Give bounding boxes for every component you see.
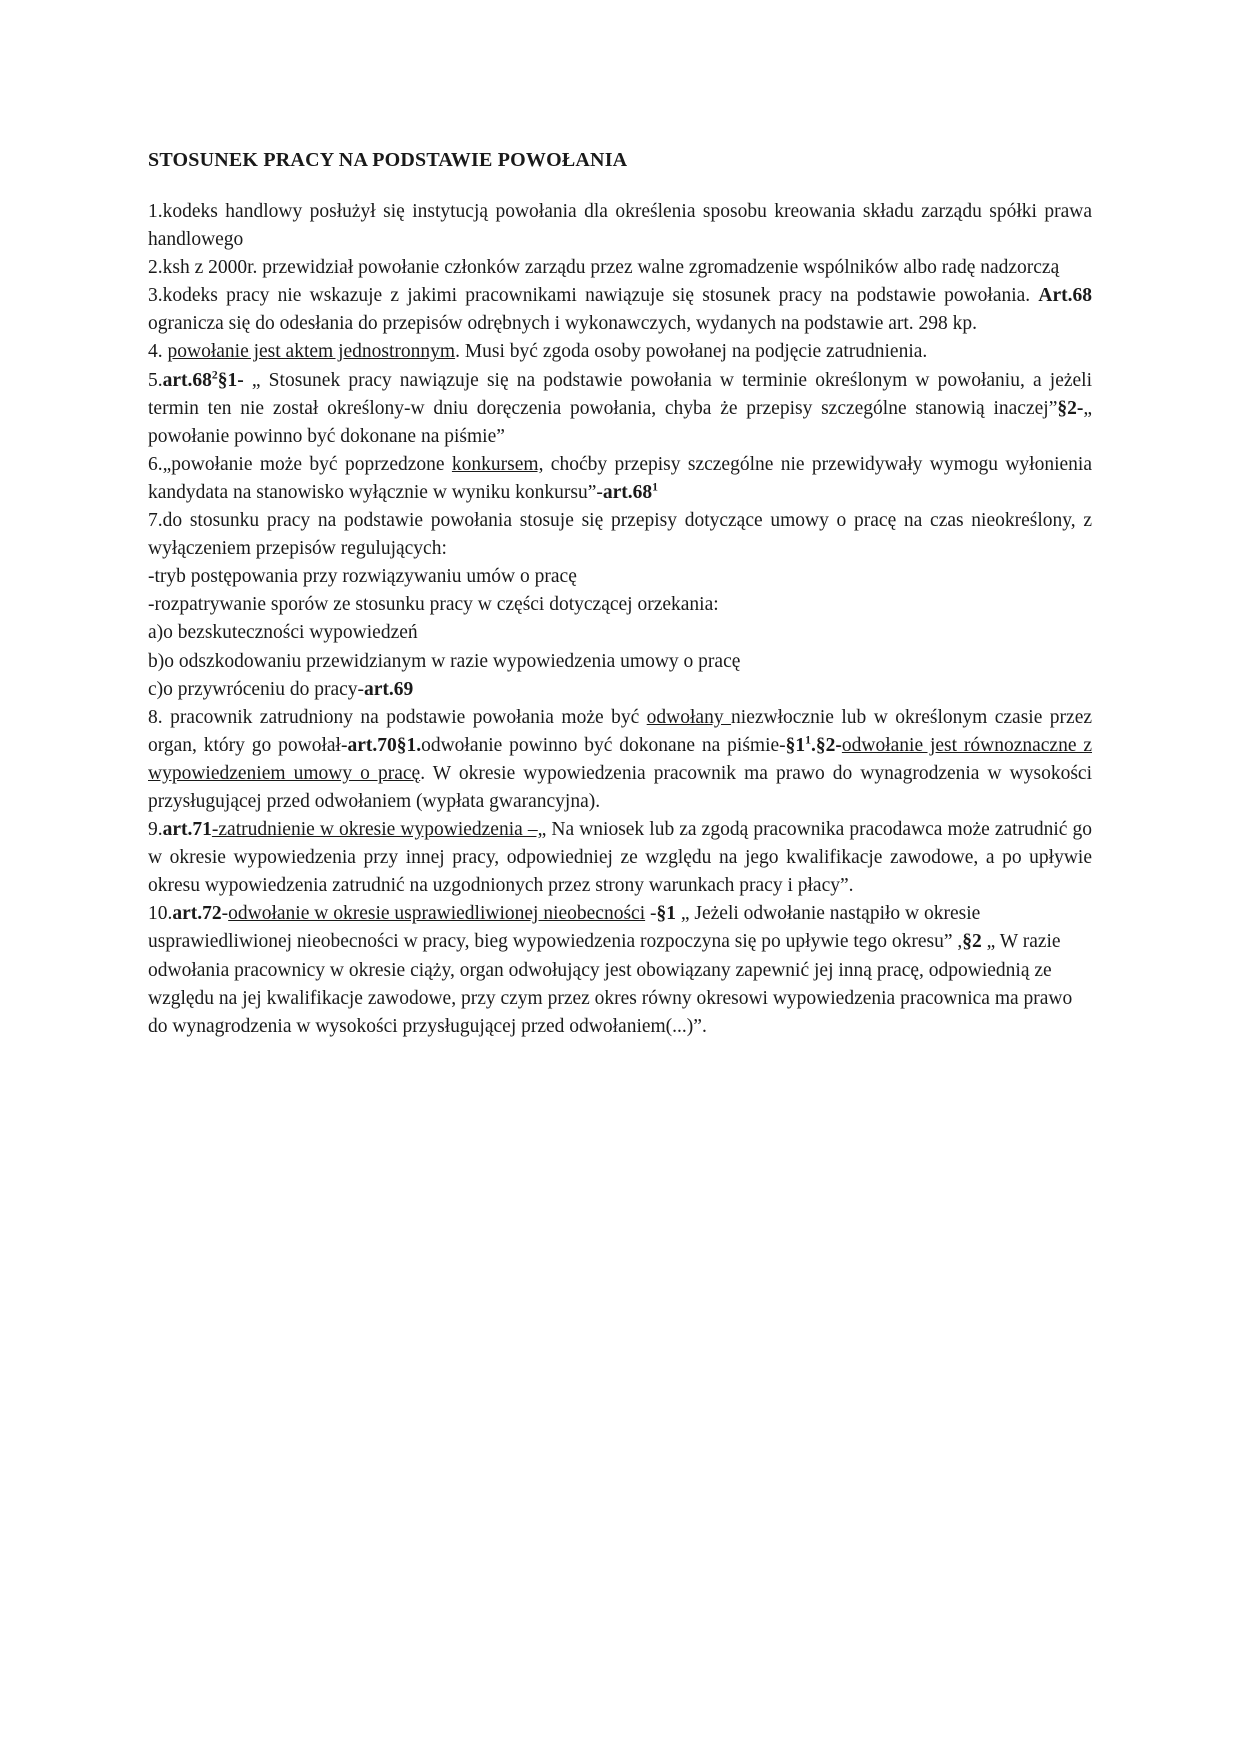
text: 6.„powołanie może być poprzedzone <box>148 453 452 475</box>
paragraph-8 <box>148 704 1092 816</box>
underlined-phrase: odwołanie w okresie usprawiedliwionej nieobecności <box>228 903 646 925</box>
text: - <box>645 903 657 925</box>
article-ref: art.68 <box>602 481 653 503</box>
article-ref: art.71 <box>162 819 212 841</box>
text: . Musi być zgoda osoby powołanej na podjęcie zatrudnienia. <box>455 341 928 363</box>
article-ref: art.69 <box>364 678 414 700</box>
document-body <box>148 198 1092 1041</box>
text: . W okresie wypowiedzenia pracownik ma prawo do wynagrodzenia w wysokości przysługującej przed odwołaniem (wypłata gwarancyjna). <box>148 762 1092 812</box>
text: c)o przywróceniu do pracy- <box>148 678 365 700</box>
paragraph-4 <box>148 338 1092 366</box>
section-ref: §2- <box>1057 397 1084 419</box>
text: „ Stosunek pracy nawiązuje się na podstawie powołania w terminie określonym w powołaniu, a jeżeli termin ten nie został określony-w dniu doręczenia powołania, chyba że przepisy szczególne stanowią inaczej” <box>148 369 1092 419</box>
text: choćby przepisy szczególne nie przewidywały wymogu wyłonienia kandydata na stanowisko wyłącznie w wyniku konkursu”- <box>148 453 1092 503</box>
text: niezwłocznie lub w określonym czasie przez organ, który go powołał- <box>148 706 1092 756</box>
superscript: 1 <box>652 480 659 494</box>
section-ref: .§2- <box>811 734 842 756</box>
superscript: 2 <box>211 368 218 382</box>
section-ref: §1 <box>656 903 676 925</box>
article-ref: art.70§1. <box>347 734 422 756</box>
text: 5. <box>148 369 163 391</box>
text: „ W razie odwołania pracownicy w okresie ciąży, organ odwołujący jest obowiązany zapewnić jej inną pracę, odpowiednią ze względu na jej kwalifikacje zawodowe, przy czym przez okres równy okresowi wypowiedzenia pracownica ma prawo do wynagrodzenia w wysokości przysługującej przed odwołaniem(...)”. <box>148 931 1073 1037</box>
text: odwołanie powinno być dokonane na piśmie- <box>421 734 786 756</box>
section-ref: §1- <box>217 369 244 391</box>
paragraph-10 <box>148 900 1092 1040</box>
article-ref: Art.68 <box>1038 285 1092 307</box>
document-title: STOSUNEK PRACY NA PODSTAWIE POWOŁANIA <box>148 149 628 171</box>
paragraph-5 <box>148 367 1092 451</box>
underlined-phrase: konkursem, <box>451 453 544 475</box>
paragraph-7: 7.do stosunku pracy na podstawie powołania stosuje się przepisy dotyczące umowy o pracę na czas nieokreślony, z wyłączeniem przepisów regulujących: <box>148 510 1092 560</box>
underlined-phrase: odwołany <box>646 706 732 728</box>
section-ref: §2 <box>962 931 982 953</box>
article-ref: art.72 <box>172 903 222 925</box>
document-page <box>148 146 1092 1041</box>
section-ref: §1 <box>785 734 806 756</box>
text: Na wniosek lub za zgodą pracownika pracodawca może zatrudnić go w okresie wypowiedzenia przy innej pracy, odpowiedniej ze względu na jego kwalifikacje zawodowe, a po upływie okresu wypowiedzenia zatrudnić na uzgodnionych przez strony warunkach pracy i płacy”. <box>148 819 1092 897</box>
text: - <box>221 903 229 925</box>
text: ogranicza się do odesłania do przepisów odrębnych i wykonawczych, wydanych na podstawie art. 298 kp. <box>148 313 978 335</box>
paragraph-9 <box>148 816 1092 900</box>
article-ref: art.68 <box>162 369 212 391</box>
list-item: -tryb postępowania przy rozwiązywaniu umów o pracę <box>148 566 577 588</box>
underlined-phrase: powołanie jest aktem jednostronnym <box>167 341 456 363</box>
paragraph-2: 2.ksh z 2000r. przewidział powołanie członków zarządu przez walne zgromadzenie wspólników albo radę nadzorczą <box>148 257 1060 279</box>
paragraph-3 <box>148 282 1092 338</box>
underlined-phrase: odwołanie jest równoznaczne z wypowiedzeniem umowy o pracę <box>148 734 1092 784</box>
underlined-phrase: -zatrudnienie w okresie wypowiedzenia –„ <box>211 819 547 841</box>
text: 8. pracownik zatrudniony na podstawie powołania może być <box>148 706 647 728</box>
text: 9. <box>148 819 163 841</box>
text: „ Jeżeli odwołanie nastąpiło w okresie usprawiedliwionej nieobecności w pracy, bieg wypowiedzenia rozpoczyna się po upływie tego okresu” , <box>148 903 981 953</box>
list-item: a)o bezskuteczności wypowiedzeń <box>148 622 418 644</box>
text: „ powołanie powinno być dokonane na piśmie” <box>148 397 1092 447</box>
superscript: 1 <box>805 733 812 747</box>
list-item: b)o odszkodowaniu przewidzianym w razie wypowiedzenia umowy o pracę <box>148 650 741 672</box>
text: 4. <box>148 341 168 363</box>
list-item <box>148 676 1092 704</box>
paragraph-1: 1.kodeks handlowy posłużył się instytucją powołania dla określenia sposobu kreowania składu zarządu spółki prawa handlowego <box>148 201 1092 251</box>
text: 10. <box>148 903 173 925</box>
list-item: -rozpatrywanie sporów ze stosunku pracy w części dotyczącej orzekania: <box>148 594 719 616</box>
paragraph-6 <box>148 451 1092 507</box>
text: 3.kodeks pracy nie wskazuje z jakimi pracownikami nawiązuje się stosunek pracy na podstawie powołania. <box>148 285 1039 307</box>
